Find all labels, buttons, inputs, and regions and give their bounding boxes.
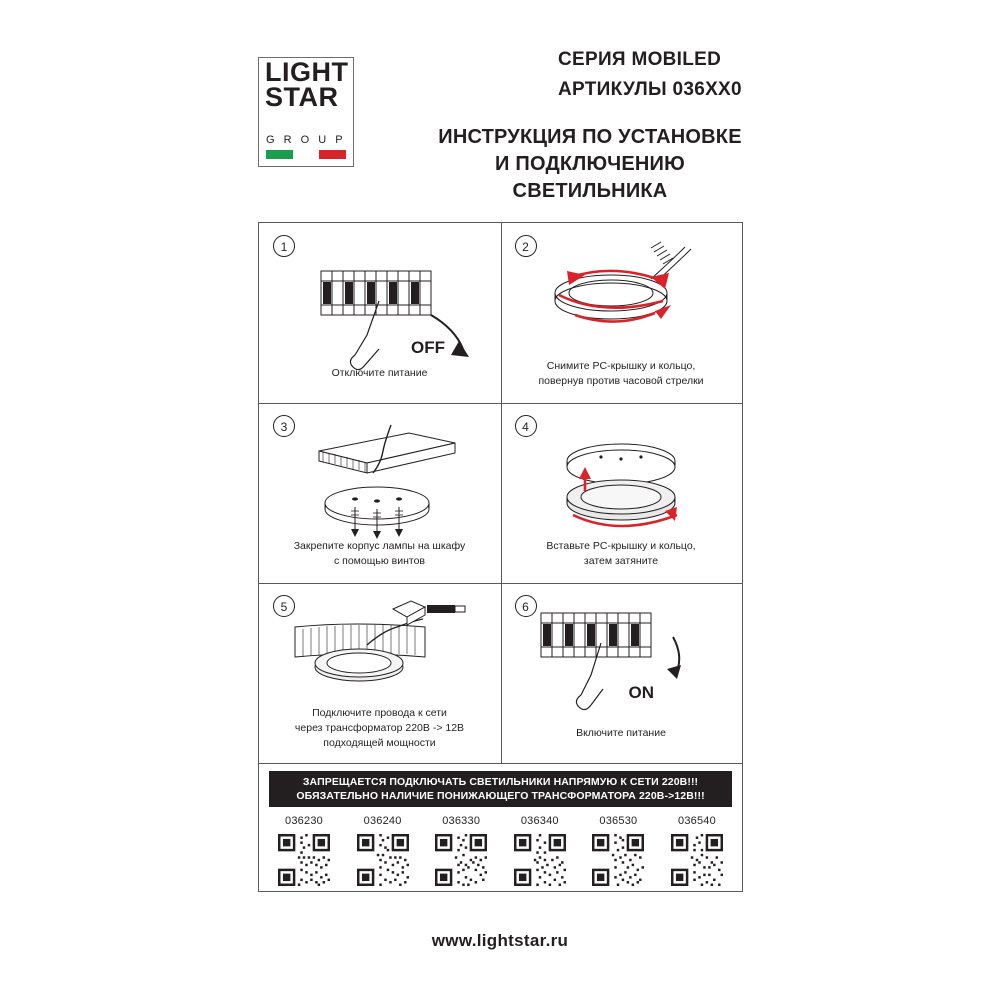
- step-caption-6: [509, 726, 734, 741]
- step-caption-2-line-2: повернув против часовой стрелки: [538, 375, 704, 387]
- qr-item: [505, 815, 575, 891]
- qr-item: [269, 815, 339, 891]
- qr-code-strip: [269, 815, 732, 891]
- step-cell-6: [501, 583, 743, 763]
- qr-code-icon: [671, 834, 723, 886]
- qr-item: [348, 815, 418, 891]
- document-header: [0, 0, 1000, 200]
- step-caption-4: [509, 539, 734, 569]
- qr-item: [662, 815, 732, 891]
- qr-code-icon: [592, 834, 644, 886]
- step-1-label: OFF: [411, 338, 445, 357]
- articles-label: АРТИКУЛЫ 036XX0: [558, 79, 742, 100]
- step-cell-3: [259, 403, 501, 583]
- qr-code-label: 036340: [520, 815, 559, 827]
- step-number-3: 3: [273, 415, 295, 437]
- qr-code-icon: [357, 834, 409, 886]
- qr-code-label: 036540: [678, 815, 716, 827]
- step-6-label: ON: [628, 683, 654, 702]
- step-number-2: 2: [515, 235, 537, 257]
- italy-flag-icon: [266, 150, 346, 159]
- logo-line-2: STAR: [265, 82, 339, 112]
- step-caption-1-line-1: Отключите питание: [331, 367, 428, 379]
- qr-code-label: 036240: [363, 815, 402, 827]
- qr-code-label: 036530: [599, 815, 638, 827]
- step-cell-2: [501, 223, 743, 403]
- series-label: СЕРИЯ MOBILED: [558, 49, 722, 70]
- logo-group-text: G R O U P: [266, 134, 346, 146]
- grid-horizontal-rule-3: [259, 763, 742, 764]
- step-caption-3: [267, 539, 492, 569]
- step-number-5: 5: [273, 595, 295, 617]
- logo-line-1: LIGHT: [265, 57, 349, 87]
- step-caption-2-line-1: Снимите PC-крышку и кольцо,: [546, 360, 696, 372]
- qr-item: [426, 815, 496, 891]
- step-caption-5-line-1: Подключите провода к сети: [312, 707, 447, 719]
- step-caption-5: [267, 706, 492, 751]
- step-number-4: 4: [515, 415, 537, 437]
- qr-item: [583, 815, 653, 891]
- qr-code-label: 036330: [442, 815, 481, 827]
- page-title-line-1: ИНСТРУКЦИЯ ПО УСТАНОВКЕ: [438, 126, 742, 148]
- step-caption-6-line-1: Включите питание: [576, 727, 666, 739]
- step-number-6: 6: [515, 595, 537, 617]
- page-title: [420, 124, 760, 205]
- step-cell-5: [259, 583, 501, 763]
- qr-code-label: 036230: [285, 815, 323, 827]
- logo-wordmark: [265, 57, 360, 112]
- footer-website-url[interactable]: www.lightstar.ru: [431, 931, 569, 950]
- steps-grid: [259, 223, 742, 763]
- warning-line-2: ОБЯЗАТЕЛЬНО НАЛИЧИЕ ПОНИЖАЮЩЕГО ТРАНСФОРМАТОРА 220В->12В!!!: [296, 790, 705, 802]
- step-caption-1: [267, 366, 492, 381]
- step-caption-5-line-3: подходящей мощности: [323, 737, 436, 749]
- warning-banner: [269, 771, 732, 807]
- step-cell-1: [259, 223, 501, 403]
- warning-line-1: ЗАПРЕЩАЕТСЯ ПОДКЛЮЧАТЬ СВЕТИЛЬНИКИ НАПРЯМУЮ К СЕТИ 220В!!!: [302, 776, 699, 788]
- instruction-sheet: [258, 222, 743, 892]
- step-caption-3-line-1: Закрепите корпус лампы на шкафу: [293, 540, 466, 552]
- step-number-1: 1: [273, 235, 295, 257]
- step-caption-4-line-1: Вставьте PC-крышку и кольцо,: [546, 540, 696, 552]
- qr-code-icon: [514, 834, 566, 886]
- step-caption-2: [509, 359, 734, 389]
- step-caption-5-line-2: через трансформатор 220В -> 12В: [294, 722, 465, 734]
- page-title-line-2: И ПОДКЛЮЧЕНИЮ СВЕТИЛЬНИКА: [495, 153, 685, 202]
- qr-code-icon: [278, 834, 330, 886]
- step-caption-4-line-2: затем затяните: [583, 555, 659, 567]
- step-cell-4: [501, 403, 743, 583]
- qr-code-icon: [435, 834, 487, 886]
- step-caption-3-line-2: с помощью винтов: [333, 555, 425, 567]
